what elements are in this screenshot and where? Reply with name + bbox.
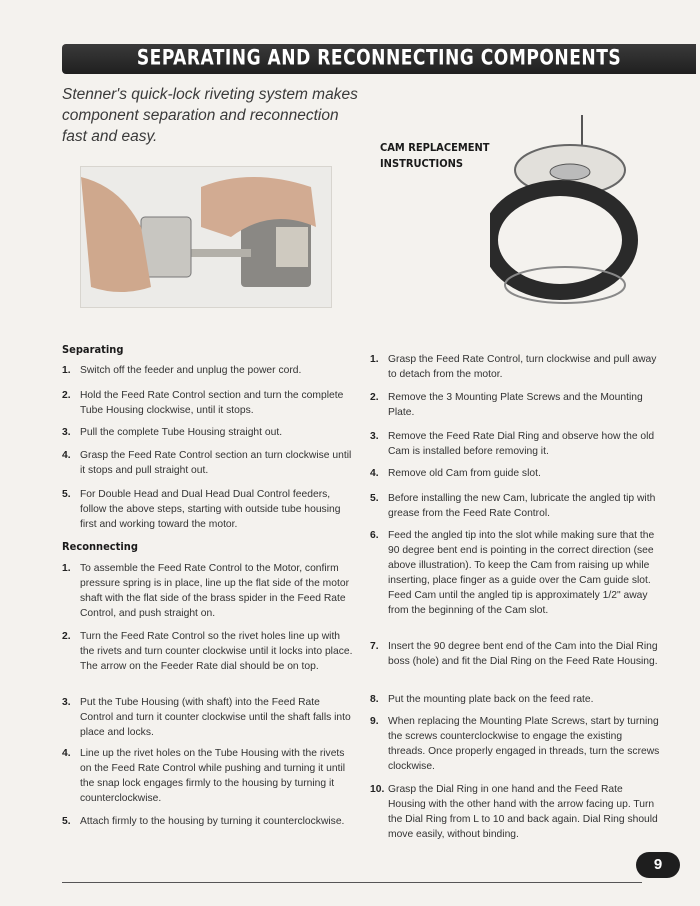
list-item: 5. For Double Head and Dual Head Dual Control feeders, follow the above steps, starting with outside tube housing first and working toward the motor. [62,489,341,530]
list-item: 7. Insert the 90 degree bent end of the Cam into the Dial Ring boss (hole) and fit the Dial Ring on the Feed Rate Housing. [370,641,658,667]
list-item: 2. Remove the 3 Mounting Plate Screws and the Mounting Plate. [370,392,643,418]
list-item: 3. Pull the complete Tube Housing straight out. [62,427,283,438]
list-item: 3. Remove the Feed Rate Dial Ring and observe how the old Cam is installed before removing it. [370,431,655,457]
header-banner [62,44,696,74]
list-item: 10. Grasp the Dial Ring in one hand and the Feed Rate Housing with the other hand with the arrow facing up. Turn the Dial Ring from L to 10 and back again. Dial Ring should move easily, without binding. [370,784,658,840]
separating-title: Separating [62,343,124,356]
list-item: 8. Put the mounting plate back on the feed rate. [370,694,594,705]
list-item: 1. Grasp the Feed Rate Control, turn clockwise and pull away to detach from the motor. [370,354,657,380]
list-item: 6. Feed the angled tip into the slot while making sure that the 90 degree bent end is pointing in the correct direction (see above illustration). To keep the Cam from raising up while inserting, place finger as a guide over the Cam guide slot. Feed Cam until the angled tip is approximately 1/2" away from the beginning of the Cam slot. [370,530,655,616]
list-item: 4. Grasp the Feed Rate Control section an turn clockwise until it stops and pull straight out. [62,450,352,476]
list-item: 2. Hold the Feed Rate Control section and turn the complete Tube Housing clockwise, until it stops. [62,390,344,416]
list-item: 2. Turn the Feed Rate Control so the rivet holes line up with the rivets and turn counter clockwise until it locks into place. The arrow on the Feeder Rate dial should be on top. [62,631,353,672]
tagline: Stenner's quick-lock riveting system makes component separation and reconnection fast and easy. [62,86,358,145]
reconnecting-title: Reconnecting [62,540,138,553]
list-item: 5. Before installing the new Cam, lubricate the angled tip with grease from the Feed Rate Control. [370,493,656,519]
list-item: 1. To assemble the Feed Rate Control to the Motor, confirm pressure spring is in place, line up the flat side of the motor shaft with the flat side of the brass spider in the Feed Rate Control, and push straight on. [62,563,350,619]
page-number: 9 [636,852,680,878]
list-item: 4. Line up the rivet holes on the Tube Housing with the rivets on the Feed Rate Control while pushing and turning it until the snap lock engages firmly to the housing by turning it counterclockwise. [62,748,346,804]
list-item: 1. Switch off the feeder and unplug the power cord. [62,365,302,376]
list-item: 4. Remove old Cam from guide slot. [370,468,541,479]
separation-photo [80,166,332,308]
list-item: 3. Put the Tube Housing (with shaft) into the Feed Rate Control and turn it counter clockwise until the shaft falls into place and locks. [62,697,351,738]
list-item: 5. Attach firmly to the housing by turning it counterclockwise. [62,816,345,827]
list-item: 9. When replacing the Mounting Plate Screws, start by turning the screws counterclockwise to engage the existing threads. Once properly engaged in threads, turn the screws clockwise. [370,716,660,772]
hands-illustration [81,167,331,307]
footer-rule [62,882,642,883]
cam-section-title: CAM REPLACEMENT INSTRUCTIONS [380,141,490,170]
page-title: SEPARATING AND RECONNECTING COMPONENTS [136,45,622,71]
